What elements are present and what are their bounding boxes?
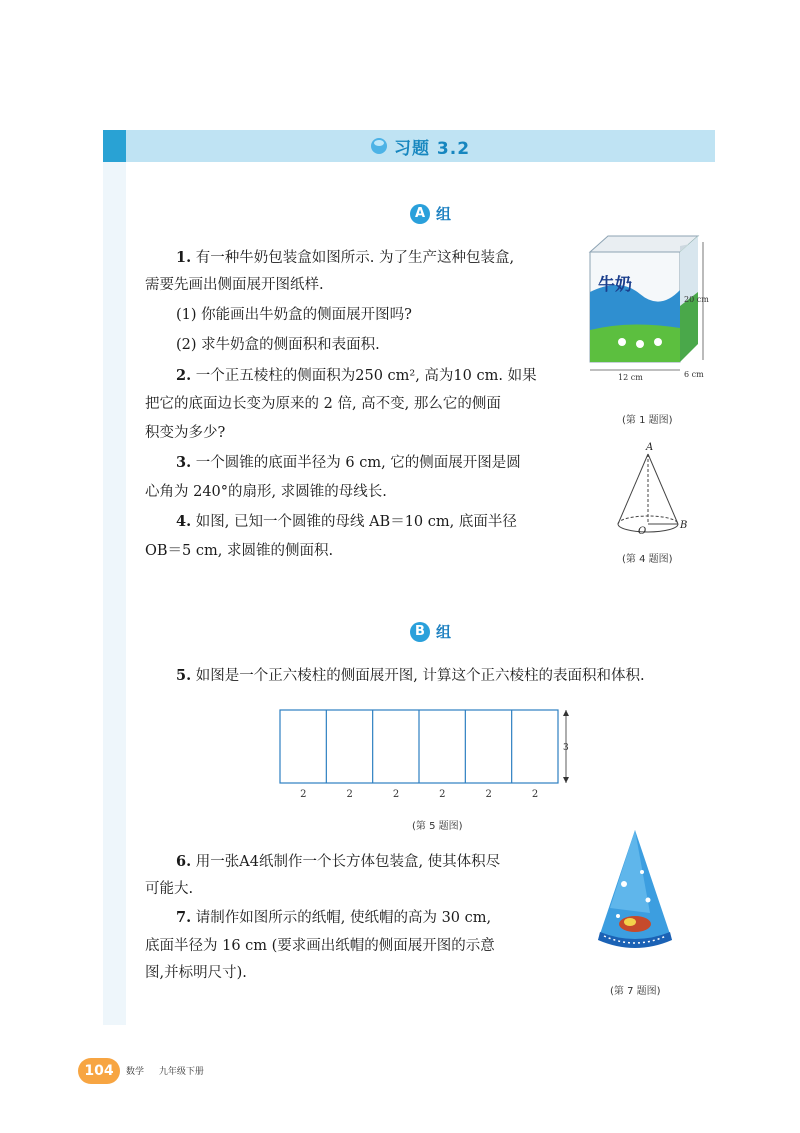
net-segment-label: 2	[300, 789, 307, 800]
net-height-label: 3	[563, 743, 569, 753]
header-tab	[103, 130, 126, 162]
problem-3	[176, 450, 521, 476]
group-a-badge: A	[410, 204, 430, 224]
problem-5-number: 5.	[176, 667, 192, 684]
problem-2-line3: 积变为多少?	[145, 425, 226, 441]
width-label: 12 cm	[618, 373, 643, 382]
footer-grade: 九年级下册	[158, 1067, 204, 1077]
group-a-text: 组	[436, 205, 452, 223]
problem-7-line2: 底面半径为 16 cm (要求画出纸帽的侧面展开图的示意	[145, 938, 495, 954]
problem-7	[176, 905, 491, 931]
problem-2-line1: 一个正五棱柱的侧面积为250 cm², 高为10 cm. 如果	[195, 368, 537, 384]
milk-carton-figure	[580, 232, 710, 382]
party-hat-figure	[590, 828, 680, 958]
group-b-text: 组	[436, 623, 452, 641]
figure-7-caption: (第 7 题图)	[610, 986, 661, 997]
footer-subject: 数学	[126, 1067, 145, 1077]
figure-1-caption: (第 1 题图)	[622, 415, 673, 426]
problem-1-sub2: (2) 求牛奶盒的侧面积和表面积.	[176, 337, 380, 353]
footer-text	[126, 1064, 216, 1077]
problem-3-line2: 心角为 240°的扇形, 求圆锥的母线长.	[145, 484, 387, 500]
problem-4-line1: 如图, 已知一个圆锥的母线 AB＝10 cm, 底面半径	[195, 514, 517, 530]
problem-5-line1: 如图是一个正六棱柱的侧面展开图, 计算这个正六棱柱的表面积和体积.	[195, 668, 645, 684]
problem-1-line2: 需要先画出侧面展开图纸样.	[145, 277, 324, 293]
section-title-text: 习题 3.2	[394, 138, 471, 159]
height-label: 20 cm	[684, 295, 709, 304]
net-segment-label: 2	[346, 789, 353, 800]
problem-4	[176, 509, 517, 535]
cone-apex-label: A	[646, 442, 654, 453]
problem-1-line1: 有一种牛奶包装盒如图所示. 为了生产这种包装盒,	[195, 250, 515, 266]
net-segment-label: 2	[439, 789, 446, 800]
problem-5	[176, 663, 645, 689]
page-number-badge: 104	[78, 1058, 120, 1084]
milk-brand-text: 牛奶	[598, 275, 632, 295]
globe-icon	[370, 137, 388, 155]
problem-1	[176, 245, 514, 271]
group-b-badge: B	[410, 622, 430, 642]
section-title	[370, 134, 470, 158]
cone-edge-label: B	[680, 520, 688, 531]
cone-center-label: O	[638, 526, 647, 537]
problem-2	[176, 363, 537, 389]
net-segment-label: 2	[485, 789, 492, 800]
problem-3-number: 3.	[176, 454, 192, 471]
problem-1-sub1: (1) 你能画出牛奶盒的侧面展开图吗?	[176, 307, 412, 323]
problem-3-line1: 一个圆锥的底面半径为 6 cm, 它的侧面展开图是圆	[195, 455, 521, 471]
group-a-label	[410, 203, 451, 224]
figure-5-caption: (第 5 题图)	[412, 821, 463, 832]
problem-7-line3: 图,并标明尺寸).	[145, 965, 247, 981]
problem-6	[176, 849, 500, 875]
cone-figure	[610, 440, 690, 540]
problem-4-line2: OB＝5 cm, 求圆锥的侧面积.	[145, 543, 334, 559]
problem-4-number: 4.	[176, 513, 192, 530]
problem-7-number: 7.	[176, 909, 192, 926]
problem-6-line2: 可能大.	[145, 881, 194, 897]
problem-2-number: 2.	[176, 367, 192, 384]
problem-2-line2: 把它的底面边长变为原来的 2 倍, 高不变, 那么它的侧面	[145, 396, 501, 412]
prism-net-figure	[270, 705, 590, 805]
depth-label: 6 cm	[684, 370, 704, 379]
problem-6-number: 6.	[176, 853, 192, 870]
problem-7-line1: 请制作如图所示的纸帽, 使纸帽的高为 30 cm,	[195, 910, 492, 926]
figure-4-caption: (第 4 题图)	[622, 554, 673, 565]
group-b-label	[410, 621, 451, 642]
problem-6-line1: 用一张A4纸制作一个长方体包装盒, 使其体积尽	[195, 854, 501, 870]
net-segment-label: 2	[392, 789, 400, 800]
net-segment-label: 2	[531, 789, 539, 800]
problem-1-number: 1.	[176, 249, 192, 266]
